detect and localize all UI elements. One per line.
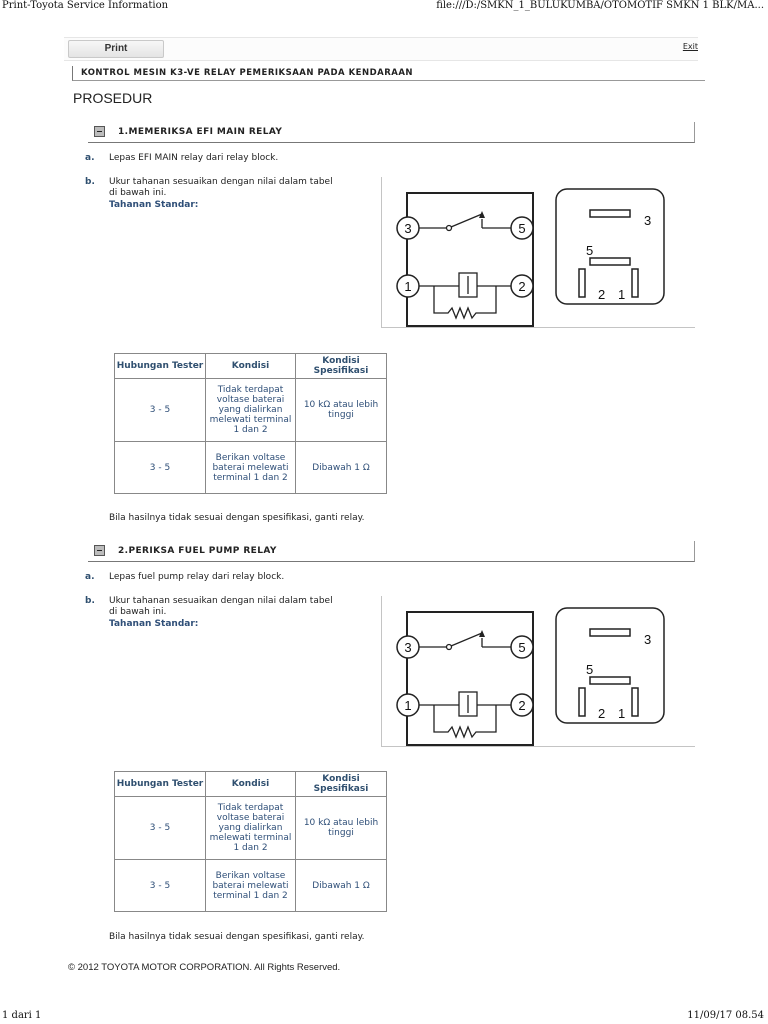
copyright-notice: © 2012 TOYOTA MOTOR CORPORATION. All Rights Reserved.	[68, 962, 341, 973]
header-tester: Hubungan Tester	[115, 772, 206, 797]
header-condition: Kondisi	[206, 772, 296, 797]
terminal-label-3: 3	[404, 640, 412, 655]
section-header	[88, 122, 695, 143]
relay-diagram	[381, 596, 695, 747]
standard-resistance-label: Tahanan Standar:	[109, 619, 199, 629]
section-header	[88, 541, 695, 562]
pin-label-1: 1	[618, 706, 626, 721]
pin-label-1: 1	[618, 287, 626, 302]
relay-diagram	[381, 177, 695, 328]
step-text-b-line1: Ukur tahanan sesuaikan dengan nilai dalam tabel	[109, 177, 333, 187]
pin-2	[579, 269, 585, 297]
cell-tester: 3 - 5	[115, 442, 206, 494]
step-text-b-line1: Ukur tahanan sesuaikan dengan nilai dalam tabel	[109, 596, 333, 606]
print-timestamp: 11/09/17 08.54	[687, 1010, 764, 1021]
spec-table	[114, 771, 387, 912]
cell-condition: Berikan voltase baterai melewati terminal 1 dan 2	[206, 442, 296, 494]
cell-condition: Tidak terdapat voltase baterai yang dialirkan melewati terminal 1 dan 2	[206, 797, 296, 860]
step-text-a: Lepas fuel pump relay dari relay block.	[109, 572, 285, 582]
pin-label-2: 2	[598, 287, 606, 302]
switch-arm	[451, 214, 482, 227]
collapse-icon[interactable]	[94, 126, 105, 137]
result-text: Bila hasilnya tidak sesuai dengan spesifikasi, ganti relay.	[109, 513, 365, 523]
cell-spec: Dibawah 1 Ω	[296, 442, 387, 494]
result-text: Bila hasilnya tidak sesuai dengan spesifikasi, ganti relay.	[109, 932, 365, 942]
toolbar	[64, 37, 698, 61]
table-row	[115, 797, 387, 860]
switch-arm	[451, 633, 482, 646]
cell-spec: 10 kΩ atau lebih tinggi	[296, 797, 387, 860]
cell-condition: Tidak terdapat voltase baterai yang dialirkan melewati terminal 1 dan 2	[206, 379, 296, 442]
terminal-label-3: 3	[404, 221, 412, 236]
header-spec: Kondisi Spesifikasi	[296, 772, 387, 797]
table-row	[115, 379, 387, 442]
procedure-heading: PROSEDUR	[73, 90, 153, 106]
table-header-row	[115, 772, 387, 797]
step-text-b-line2: di bawah ini.	[109, 188, 167, 198]
terminal-label-5: 5	[518, 221, 526, 236]
print-header-url: file:///D:/SMKN_1_BULUKUMBA/OTOMOTIF SMKN 1 BLK/MA...	[436, 0, 764, 11]
step-letter-a: a.	[85, 153, 95, 163]
table-row	[115, 860, 387, 912]
collapse-icon[interactable]	[94, 545, 105, 556]
terminal-label-1: 1	[404, 279, 412, 294]
cell-tester: 3 - 5	[115, 860, 206, 912]
header-condition: Kondisi	[206, 354, 296, 379]
standard-resistance-label: Tahanan Standar:	[109, 200, 199, 210]
document-title: KONTROL MESIN K3-VE RELAY PEMERIKSAAN PADA KENDARAAN	[72, 66, 705, 81]
step-text-b-line2: di bawah ini.	[109, 607, 167, 617]
spec-table	[114, 353, 387, 494]
step-letter-b: b.	[85, 596, 95, 606]
relay-diagram-svg	[382, 596, 695, 746]
section-title: 1.MEMERIKSA EFI MAIN RELAY	[118, 127, 283, 137]
pin-label-3: 3	[644, 213, 652, 228]
pin-label-5: 5	[586, 662, 594, 677]
pin-label-5: 5	[586, 243, 594, 258]
terminal-label-2: 2	[518, 698, 526, 713]
switch-contact	[447, 226, 452, 231]
pin-3	[590, 210, 630, 217]
relay-body-outline	[407, 193, 533, 326]
table-header-row	[115, 354, 387, 379]
cell-condition: Berikan voltase baterai melewati terminal 1 dan 2	[206, 860, 296, 912]
pin-3	[590, 629, 630, 636]
relay-diagram-svg	[382, 177, 695, 327]
print-header	[0, 0, 768, 14]
pin-2	[579, 688, 585, 716]
cell-spec: Dibawah 1 Ω	[296, 860, 387, 912]
pin-1	[632, 269, 638, 297]
pin-label-3: 3	[644, 632, 652, 647]
header-tester: Hubungan Tester	[115, 354, 206, 379]
exit-link[interactable]: Exit	[682, 42, 698, 51]
terminal-label-5: 5	[518, 640, 526, 655]
terminal-label-2: 2	[518, 279, 526, 294]
print-footer	[0, 1010, 768, 1024]
section-title: 2.PERIKSA FUEL PUMP RELAY	[118, 546, 277, 556]
header-spec: Kondisi Spesifikasi	[296, 354, 387, 379]
relay-body-outline	[407, 612, 533, 745]
print-header-title: Print-Toyota Service Information	[2, 0, 169, 11]
pin-label-2: 2	[598, 706, 606, 721]
pin-view-outline	[556, 608, 664, 723]
table-row	[115, 442, 387, 494]
cell-tester: 3 - 5	[115, 379, 206, 442]
print-button[interactable]: Print	[68, 40, 164, 58]
pin-1	[632, 688, 638, 716]
terminal-label-1: 1	[404, 698, 412, 713]
step-letter-b: b.	[85, 177, 95, 187]
pin-view-outline	[556, 189, 664, 304]
step-letter-a: a.	[85, 572, 95, 582]
pin-5	[590, 677, 630, 684]
cell-spec: 10 kΩ atau lebih tinggi	[296, 379, 387, 442]
page-count: 1 dari 1	[2, 1010, 42, 1021]
pin-5	[590, 258, 630, 265]
switch-contact	[447, 645, 452, 650]
step-text-a: Lepas EFI MAIN relay dari relay block.	[109, 153, 279, 163]
cell-tester: 3 - 5	[115, 797, 206, 860]
